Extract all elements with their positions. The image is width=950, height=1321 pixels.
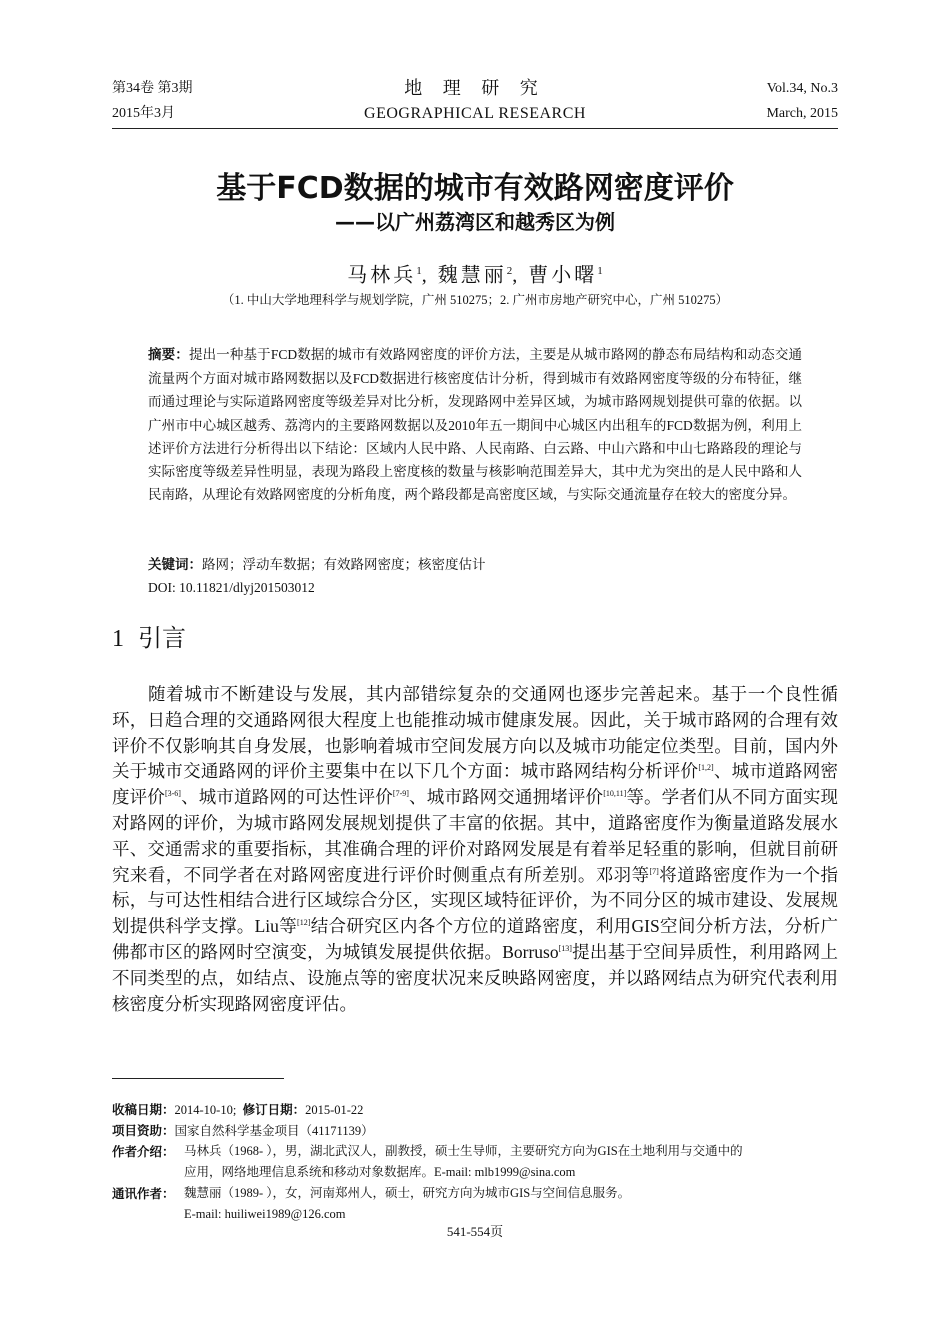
author-affil-mark: 2 bbox=[506, 265, 513, 277]
body-text: 、城市道路网密度评价 bbox=[112, 761, 839, 808]
author-info-line: 应用，网络地理信息系统和移动对象数据库。E-mail: mlb1999@sina.com bbox=[184, 1165, 576, 1179]
volume-issue-en: Vol.34, No.3 bbox=[766, 81, 838, 96]
author-info-line: 马林兵（1968- ），男，湖北武汉人，副教授，硕士生导师，主要研究方向为GIS在土地利用与交通中的 bbox=[184, 1144, 743, 1158]
keywords-text: 路网；浮动车数据；有效路网密度；核密度估计 bbox=[202, 557, 486, 572]
abstract-text: 提出一种基于FCD数据的城市有效路网密度的评价方法，主要是从城市路网的静态布局结构和动态交通流量两个方面对城市路网数据以及FCD数据进行核密度估计分析，得到城市有效路网密度等级的分布特征，继而通过理论与实际道路网密度等级差异对比分析，发现路网中差异区域，为城市路网规划提供可靠的依据。以广州市中心城区越秀、荔湾内的主要路网数据以及2010年五一期间中心城区内出租车的FCD数据为例，利用上述评价方法进行分析得出以下结论：区域内人民中路、人民南路、白云路、中山六路和中山七路路段的理论与实际密度等级差异性明显，表现为路段上密度核的数量与核影响范围差异大，其中尤为突出的是人民中路和人民南路，从理论有效路网密度的分析角度，两个路段都是高密度区域，与实际交通流量存在较大的密度分异。 bbox=[148, 347, 803, 503]
author-affil-mark: 1 bbox=[416, 265, 422, 277]
intro-paragraph bbox=[112, 682, 838, 1017]
body-text: 随着城市不断建设与发展，其内部错综复杂的交通网也逐步完善起来。基于一个良性循环，日趋合理的交通路网很大程度上也能推动城市健康发展。因此，关于城市路网的合理有效评价不仅影响其自身发展，也影响着城市空间发展方向以及城市功能定位类型。目前，国内外关于城市交通路网的评价主要集中在以下几个方面：城市路网结构分析评价 bbox=[112, 684, 838, 782]
citation: [10,11] bbox=[603, 789, 627, 799]
footnote-corresponding bbox=[112, 1183, 838, 1225]
body-text: 提出基于空间异质性，利用路网上不同类型的点，如结点、设施点等的密度状况来反映路网密度，并以路网结点为研究代表利用核密度分析实现路网密度评估。 bbox=[112, 941, 838, 1014]
journal-name-en: GEOGRAPHICAL RESEARCH bbox=[364, 105, 586, 122]
citation: [12] bbox=[297, 918, 311, 928]
received-date: 2014-10-10; bbox=[174, 1103, 237, 1117]
corresponding-label: 通讯作者： bbox=[112, 1186, 175, 1201]
date-en: March, 2015 bbox=[766, 106, 838, 121]
footnote-divider bbox=[112, 1078, 284, 1079]
paper-subtitle: ——以广州荔湾区和越秀区为例 bbox=[335, 210, 615, 234]
citation: [13] bbox=[558, 943, 572, 953]
keywords-label: 关键词： bbox=[148, 557, 202, 573]
body-text: 等。学者们从不同方面实现对路网的评价，为城市路网发展规划提供了丰富的依据。其中，道路密度作为衡量道路发展水平、交通需求的重要指标，其准确合理的评价对路网发展是有着举足轻重的影响，但就目前研究来看，不同学者在对路网密度进行评价时侧重点有所差别。邓羽等 bbox=[112, 787, 839, 885]
paper-title: 基于FCD数据的城市有效路网密度评价 bbox=[216, 171, 734, 206]
author-affil-mark: 1 bbox=[597, 265, 603, 277]
footnote-funding bbox=[112, 1120, 838, 1142]
body-text: 、城市道路网的可达性评价 bbox=[180, 787, 393, 808]
citation: [7] bbox=[649, 866, 659, 876]
revised-label: 修订日期： bbox=[242, 1102, 306, 1117]
received-label: 收稿日期： bbox=[112, 1102, 175, 1117]
abstract-label: 摘要： bbox=[148, 347, 189, 363]
footnote-author bbox=[112, 1141, 838, 1183]
corresponding-line: E-mail: huiliwei1989@126.com bbox=[184, 1207, 346, 1221]
header-divider bbox=[112, 128, 838, 129]
author-name: 魏慧丽 bbox=[437, 264, 507, 287]
section-number: 1 bbox=[112, 626, 124, 652]
funding-label: 项目资助： bbox=[112, 1123, 175, 1138]
author-name: 马林兵 bbox=[347, 264, 417, 287]
body-text: 结合研究区内各个方位的道路密度，利用GIS空间分析方法，分析广佛都市区的路网时空演变，为城镇发展提供依据。Borruso bbox=[112, 916, 838, 962]
author-separator: , bbox=[421, 264, 430, 287]
affiliations: （1. 中山大学地理科学与规划学院，广州 510275；2. 广州市房地产研究中心，广州 510275） bbox=[221, 293, 729, 307]
volume-issue-cn: 第34卷 第3期 bbox=[112, 81, 193, 96]
author-info-label: 作者介绍： bbox=[112, 1144, 175, 1159]
author-separator: , bbox=[512, 264, 521, 287]
corresponding-line: 魏慧丽（1989- ），女，河南郑州人，硕士，研究方向为城市GIS与空间信息服务。 bbox=[184, 1186, 631, 1200]
keywords bbox=[148, 553, 802, 577]
abstract bbox=[148, 343, 802, 506]
running-header-right bbox=[766, 76, 838, 126]
journal-name-cn: 地 理 研 究 bbox=[404, 78, 546, 98]
revised-date: 2015-01-22 bbox=[305, 1103, 364, 1117]
body-text: 将道路密度作为一个指标，与可达性相结合进行区域综合分区，实现区域特征评价，为不同分区的城市建设、发展规划提供科学支撑。Liu等 bbox=[112, 864, 839, 937]
body-text: 、城市路网交通拥堵评价 bbox=[408, 787, 604, 808]
section-heading bbox=[112, 622, 186, 656]
citation: [7-9] bbox=[392, 789, 409, 799]
doi: DOI: 10.11821/dlyj201503012 bbox=[148, 580, 315, 595]
citation: [1,2] bbox=[698, 763, 714, 773]
citation: [3-6] bbox=[164, 789, 181, 799]
section-title: 引言 bbox=[138, 626, 186, 652]
page-range: 541-554页 bbox=[446, 1224, 504, 1239]
author-list bbox=[0, 256, 950, 291]
funding-text: 国家自然科学基金项目（41171139） bbox=[174, 1124, 374, 1138]
author-name: 曹小曙 bbox=[528, 264, 598, 287]
date-cn: 2015年3月 bbox=[112, 106, 175, 121]
footnote-dates bbox=[112, 1099, 838, 1121]
